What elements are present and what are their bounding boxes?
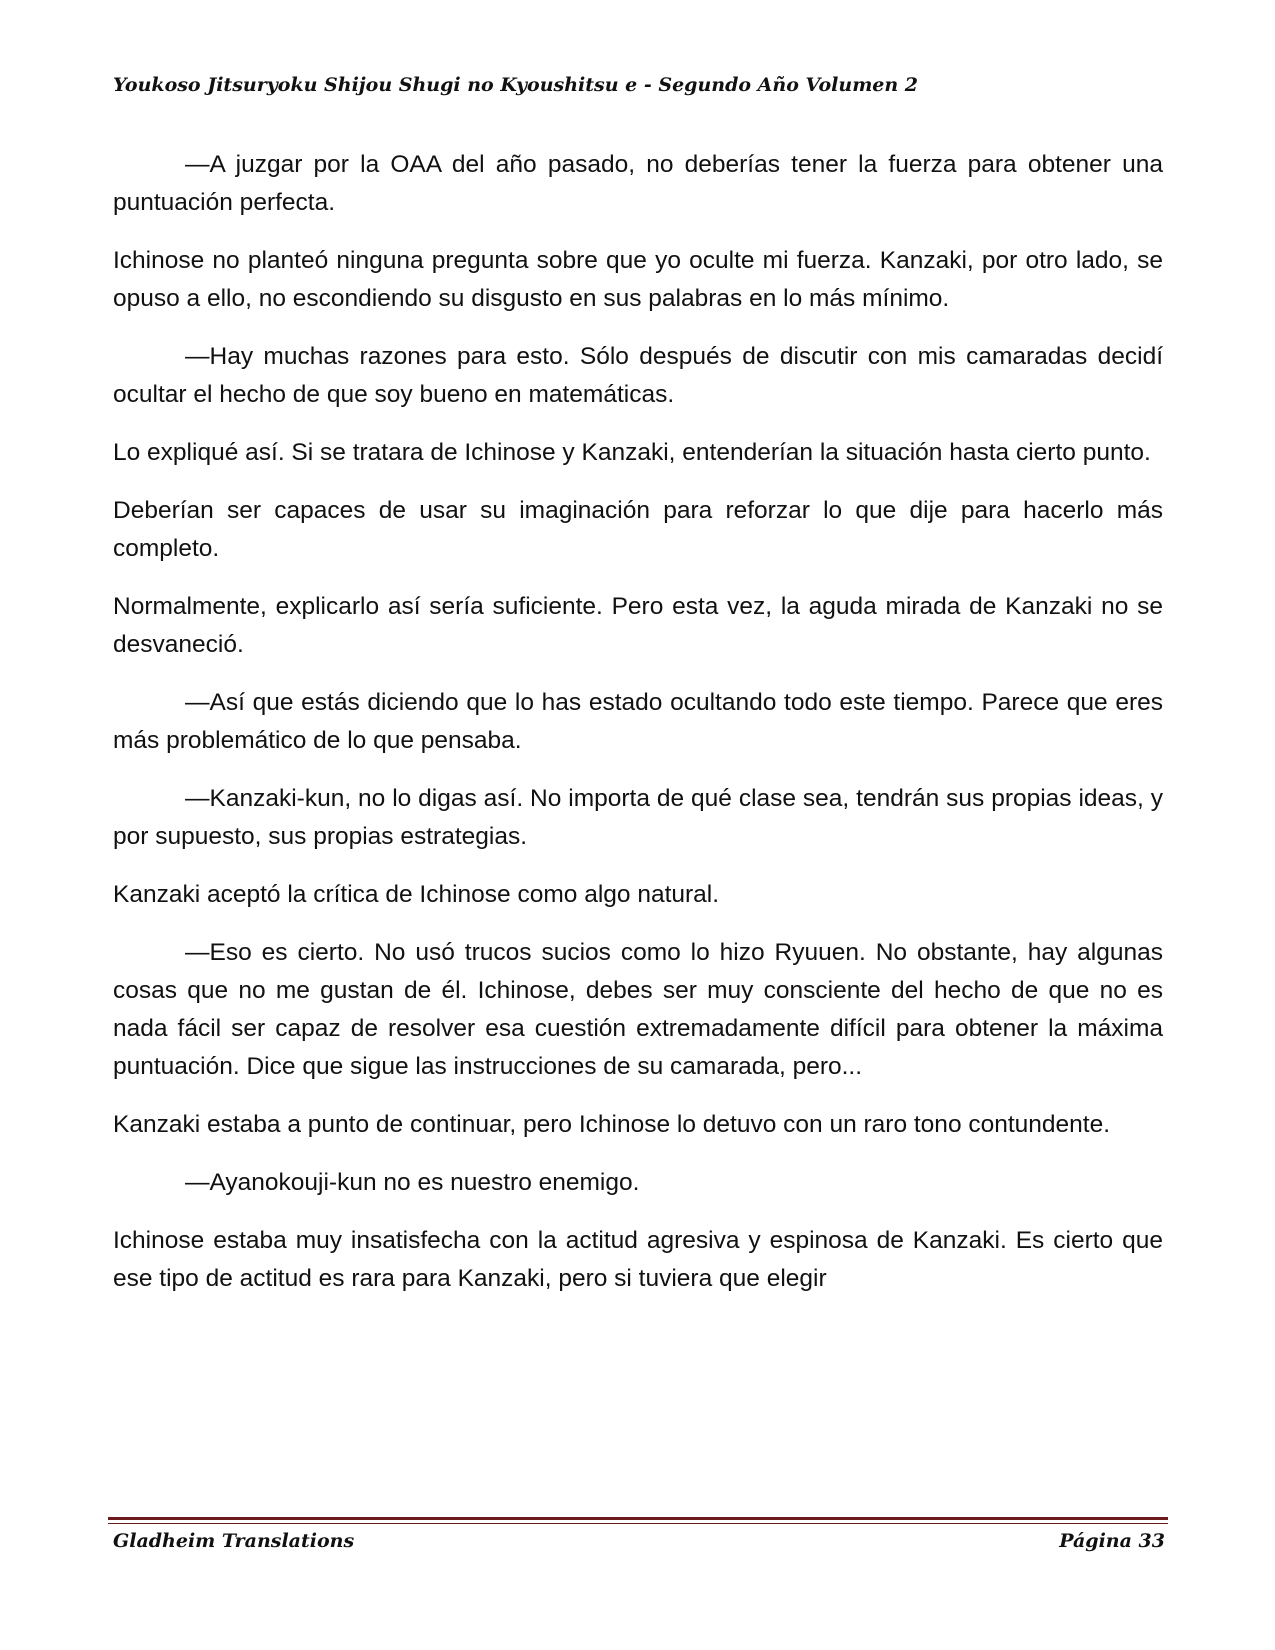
running-header: Youkoso Jitsuryoku Shijou Shugi no Kyoushitsu e - Segundo Año Volumen 2 <box>113 74 919 96</box>
paragraph-11: Kanzaki estaba a punto de continuar, pero Ichinose lo detuvo con un raro tono contundente. <box>113 1111 1111 1138</box>
footer-publisher: Gladheim Translations <box>113 1530 355 1552</box>
page-number: Página 33 <box>1059 1530 1165 1552</box>
paragraph-3: —Hay muchas razones para esto. Sólo después de discutir con mis camaradas decidí ocultar el hecho de que soy bueno en matemáticas. <box>113 343 1163 408</box>
footer-divider-thin <box>108 1523 1168 1524</box>
paragraph-2: Ichinose no planteó ninguna pregunta sobre que yo oculte mi fuerza. Kanzaki, por otro lado, se opuso a ello, no escondiendo su disgusto en sus palabras en lo más mínimo. <box>113 247 1163 312</box>
body-text <box>113 146 1163 1318</box>
paragraph-5: Deberían ser capaces de usar su imaginación para reforzar lo que dije para hacerlo más completo. <box>113 497 1163 562</box>
paragraph-1: —A juzgar por la OAA del año pasado, no deberías tener la fuerza para obtener una puntuación perfecta. <box>113 151 1163 216</box>
footer-divider <box>108 1517 1168 1520</box>
paragraph-12: —Ayanokouji-kun no es nuestro enemigo. <box>185 1169 640 1196</box>
paragraph-7: —Así que estás diciendo que lo has estado ocultando todo este tiempo. Parece que eres más problemático de lo que pensaba. <box>113 689 1163 754</box>
paragraph-10: —Eso es cierto. No usó trucos sucios como lo hizo Ryuuen. No obstante, hay algunas cosas que no me gustan de él. Ichinose, debes ser muy consciente del hecho de que no es nada fácil ser capaz de resolver esa cuestión extremadamente difícil para obtener la máxima puntuación. Dice que sigue las instrucciones de su camarada, pero... <box>113 939 1163 1080</box>
paragraph-13: Ichinose estaba muy insatisfecha con la actitud agresiva y espinosa de Kanzaki. Es cierto que ese tipo de actitud es rara para Kanzaki, pero si tuviera que elegir <box>113 1227 1163 1292</box>
paragraph-6: Normalmente, explicarlo así sería suficiente. Pero esta vez, la aguda mirada de Kanzaki no se desvaneció. <box>113 593 1163 658</box>
paragraph-9: Kanzaki aceptó la crítica de Ichinose como algo natural. <box>113 881 720 908</box>
paragraph-4: Lo expliqué así. Si se tratara de Ichinose y Kanzaki, entenderían la situación hasta cierto punto. <box>113 439 1151 466</box>
paragraph-8: —Kanzaki-kun, no lo digas así. No importa de qué clase sea, tendrán sus propias ideas, y por supuesto, sus propias estrategias. <box>113 785 1163 850</box>
